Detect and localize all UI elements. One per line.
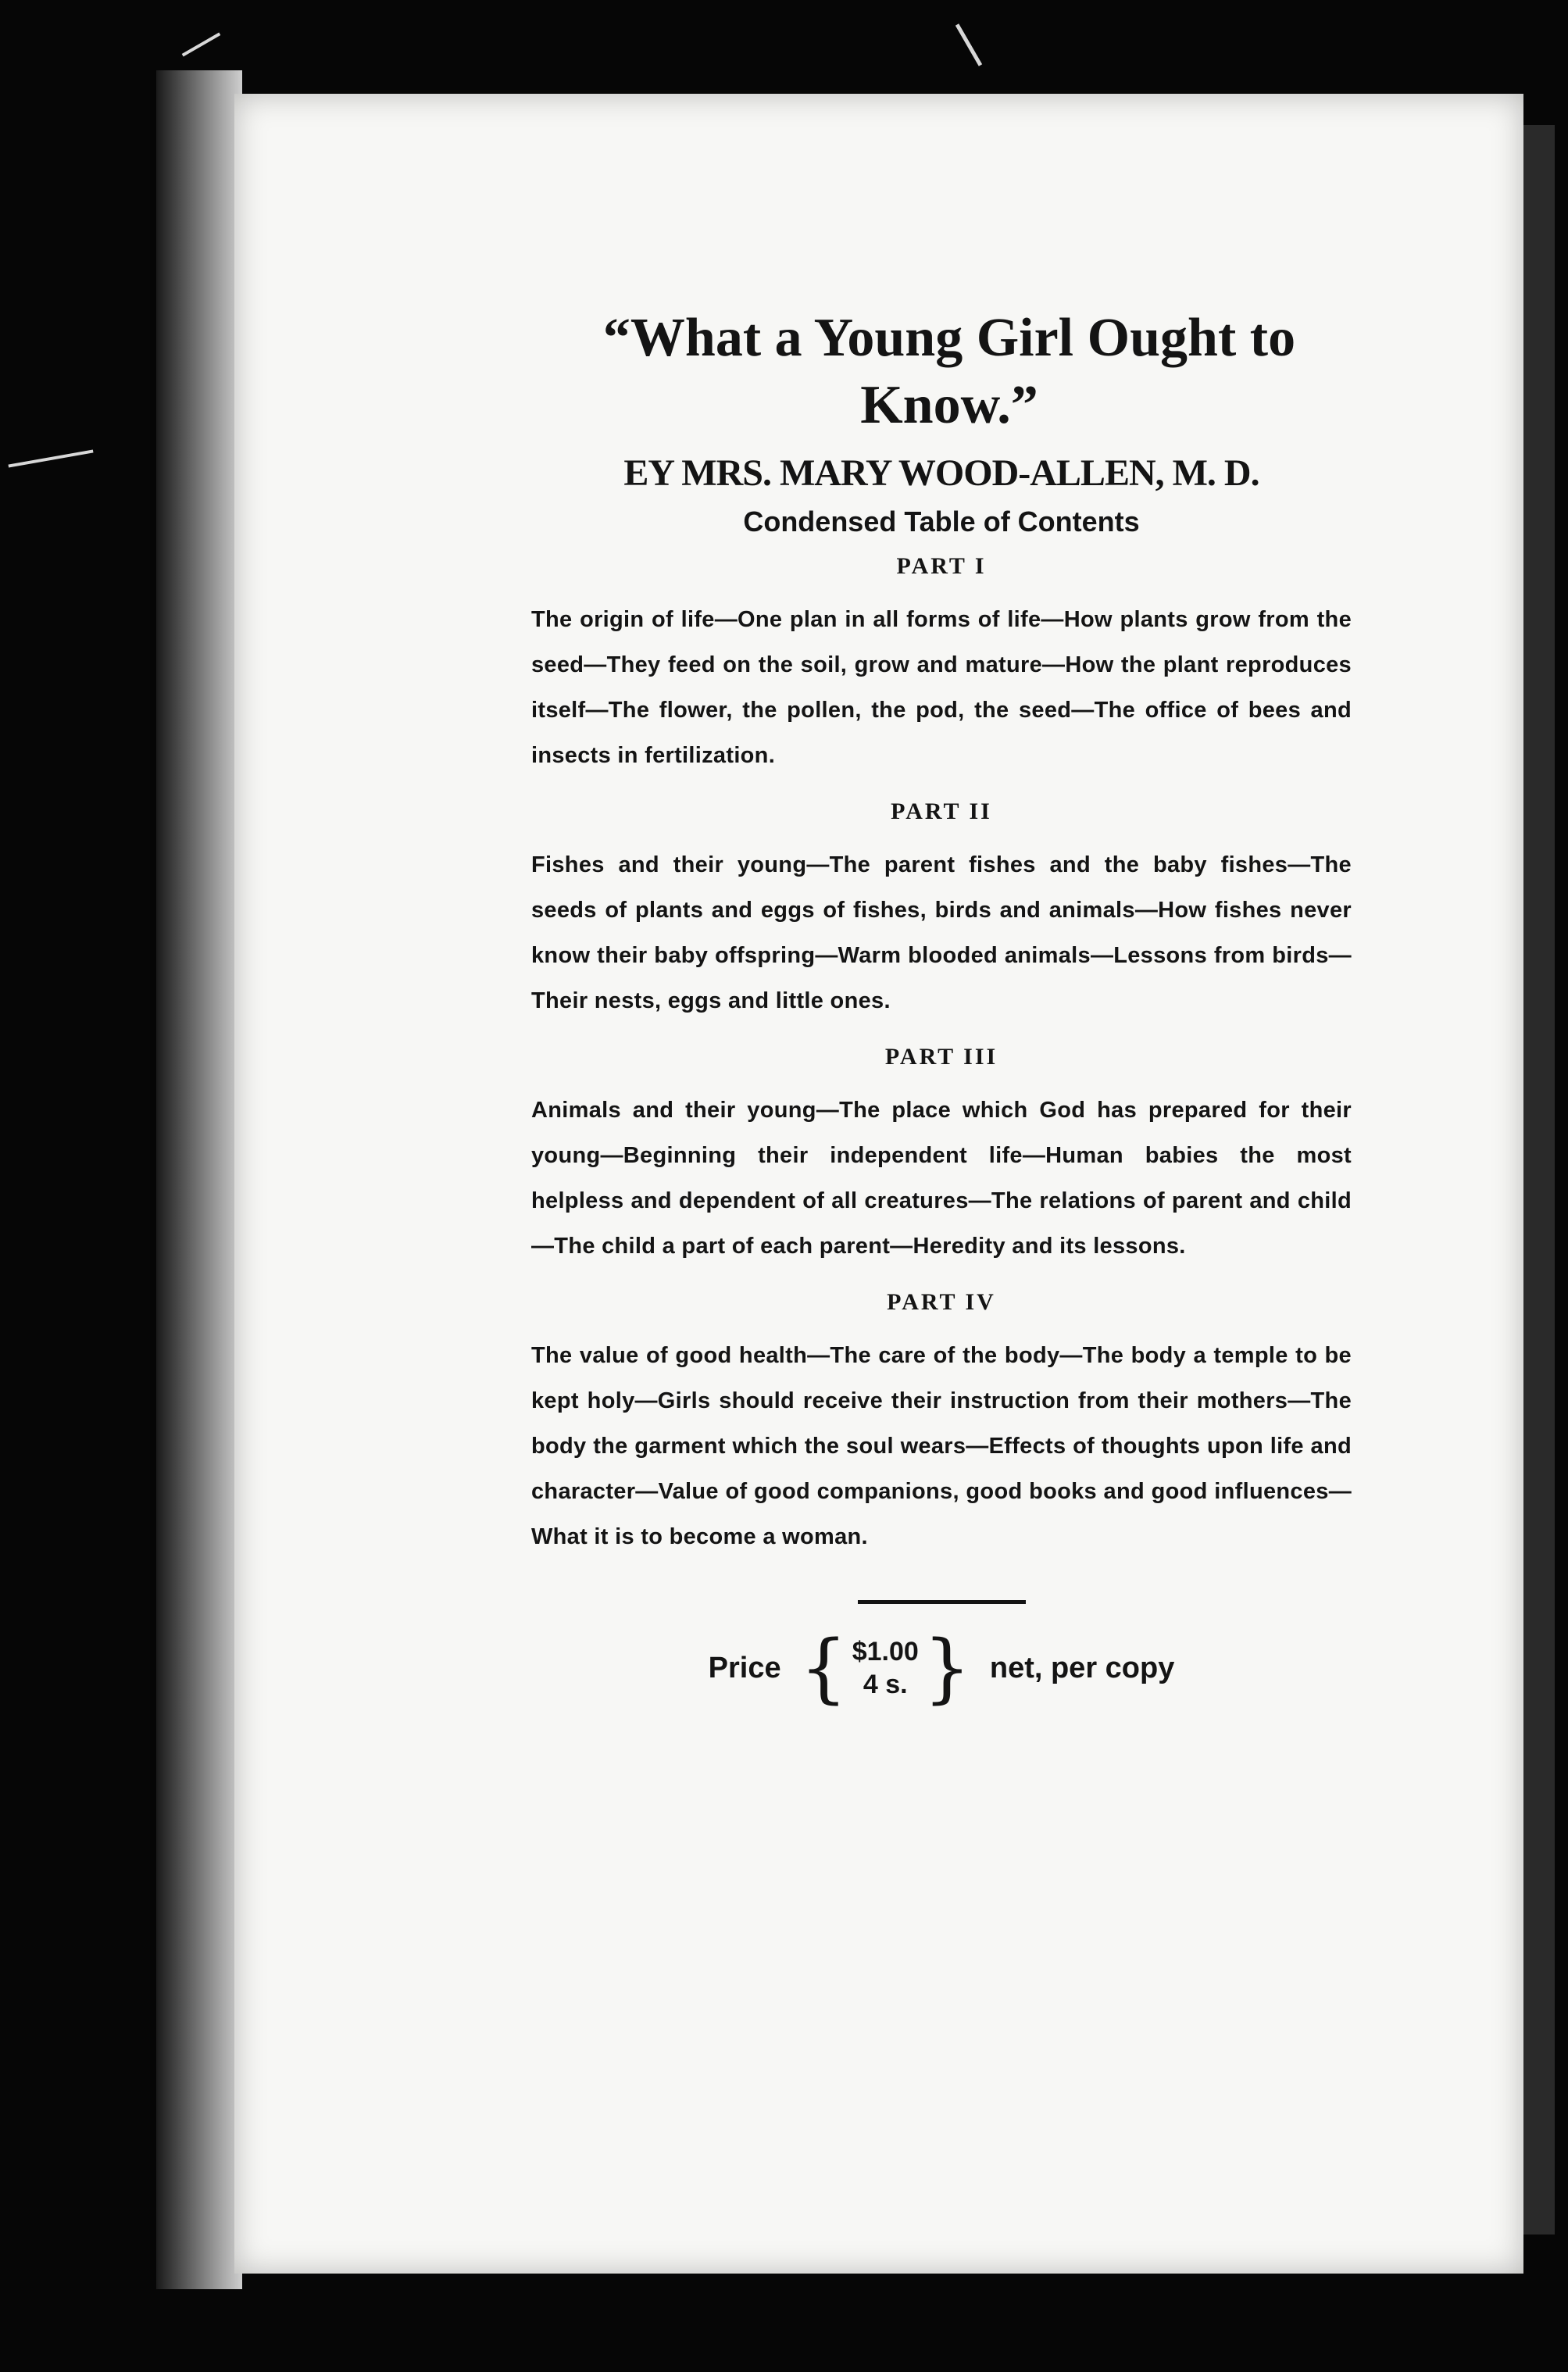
- price-shillings: 4 s.: [863, 1670, 908, 1699]
- part-heading: PART I: [896, 553, 987, 579]
- part-heading: PART IV: [887, 1289, 996, 1315]
- part-description: The value of good health—The care of the body—The body a temple to be kept holy—Girls should receive their instruction from their mothers—The body the garment which the soul wears—Effects of thoughts upon life and character—Value of good companions, good books and good influences—What it is to become a woman.: [531, 1343, 1352, 1549]
- part-section: [531, 547, 1352, 778]
- part-section: [531, 792, 1352, 1023]
- book-author: EY MRS. MARY WOOD-ALLEN, M. D.: [623, 452, 1259, 494]
- part-heading: PART III: [884, 1044, 998, 1070]
- price-values: [852, 1635, 919, 1701]
- divider-rule: [858, 1600, 1026, 1604]
- part-description: The origin of life—One plan in all forms of life—How plants grow from the seed—They feed on the soil, grow and mature—How the plant reproduces itself—The flower, the pollen, the pod, the seed—The office of bees and insects in fertilization.: [531, 607, 1352, 768]
- price-suffix: net, per copy: [989, 1651, 1175, 1684]
- book-title: “What a Young Girl Ought to Know.”: [602, 308, 1296, 435]
- part-description: Animals and their young—The place which God has prepared for their young—Beginning their independent life—Human babies the most helpless and dependent of all creatures—The relations of parent and child—The child a part of each parent—Heredity and its lessons.: [531, 1098, 1352, 1259]
- book-page-edges: [156, 70, 242, 2289]
- part-description: Fishes and their young—The parent fishes and the baby fishes—The seeds of plants and eggs of fishes, birds and animals—How fishes never know their baby offspring—Warm blooded animals—Lessons from birds—Their nests, eggs and little ones.: [531, 852, 1352, 1013]
- price-line: [531, 1624, 1352, 1712]
- book-cover-edge: [1523, 125, 1555, 2234]
- price-dollars: $1.00: [852, 1637, 919, 1666]
- contents-subtitle: Condensed Table of Contents: [743, 505, 1140, 538]
- part-heading: PART II: [891, 798, 992, 824]
- advertisement-page: [531, 305, 1352, 1712]
- part-section: [531, 1038, 1352, 1269]
- price-label: Price: [708, 1651, 781, 1684]
- right-brace: }: [923, 1624, 971, 1712]
- left-brace: {: [799, 1624, 848, 1712]
- part-section: [531, 1283, 1352, 1559]
